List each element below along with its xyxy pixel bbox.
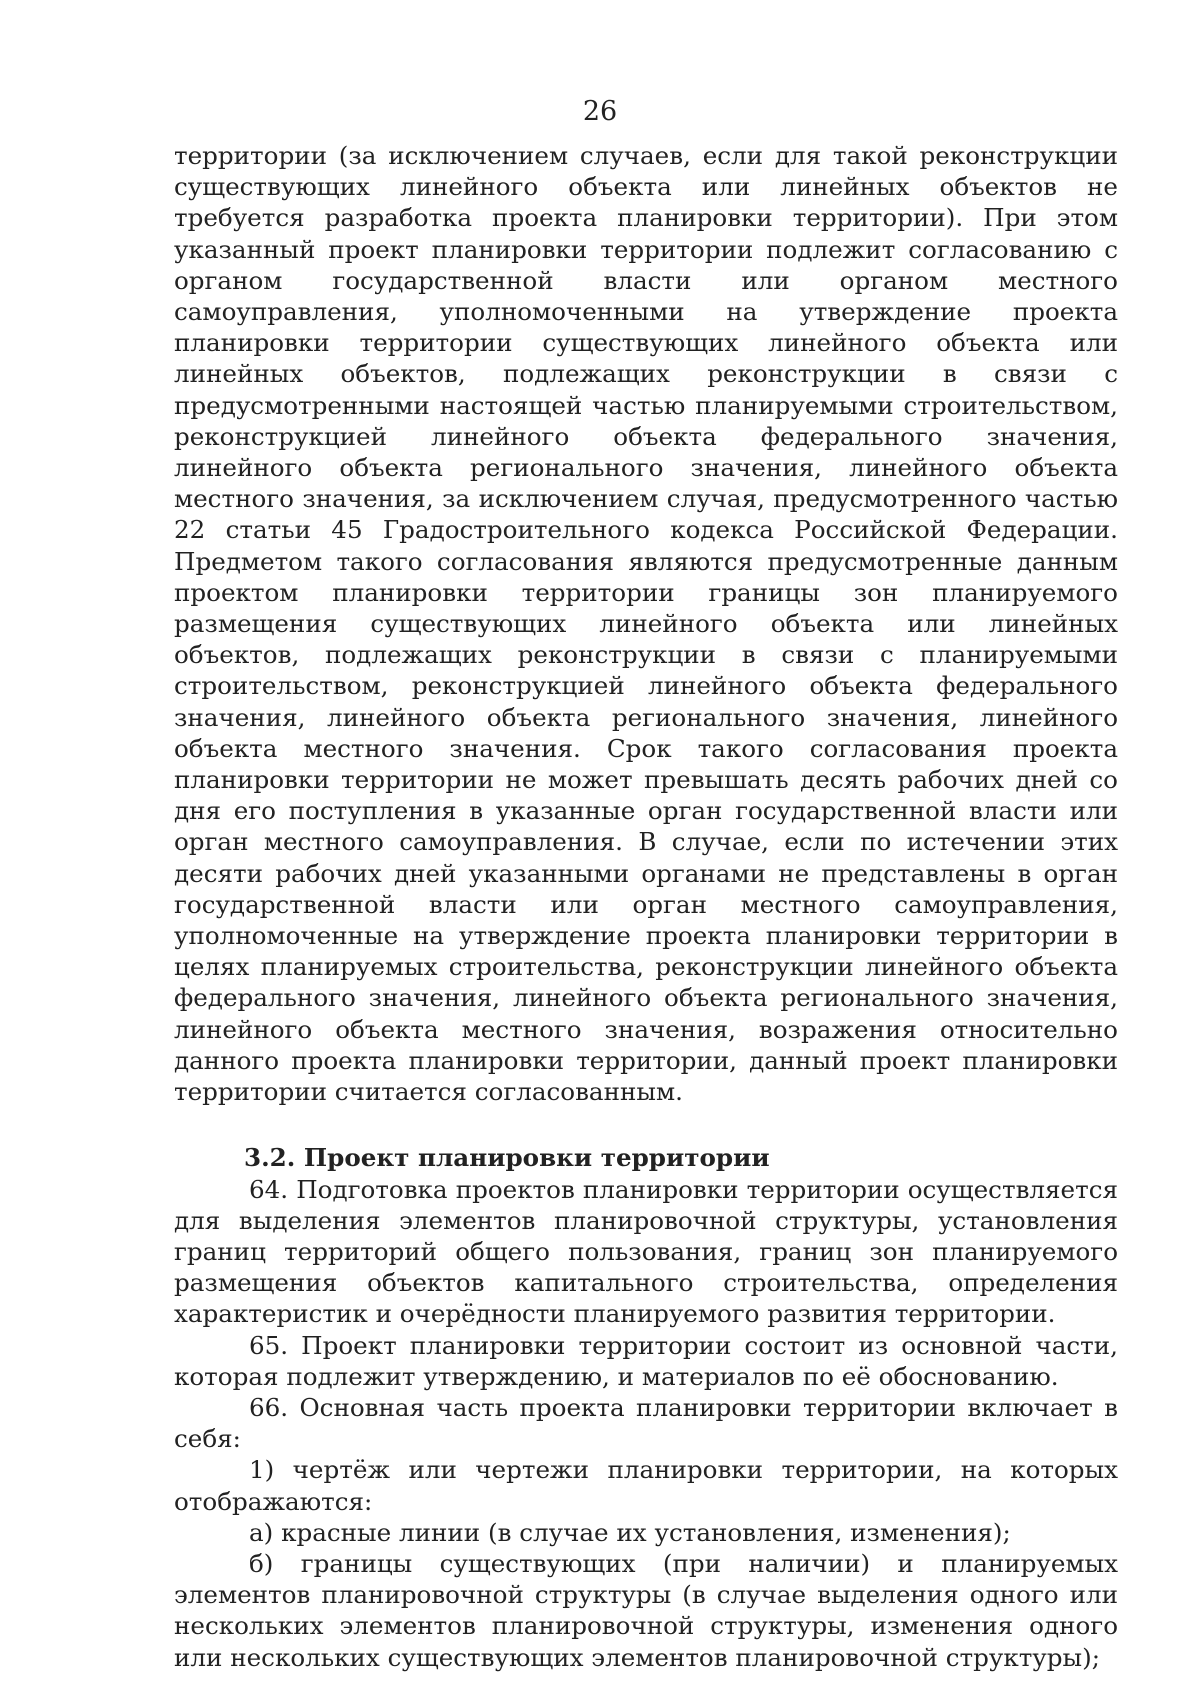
list-item-b: б) границы существующих (при наличии) и планируемых элементов планировочной структуры (в случае выделения одного или нескольких элементов планировочной структуры, изменения одного или нескольких существующих элементов планировочной структуры); xyxy=(174,1548,1118,1672)
page-number: 26 xyxy=(582,96,618,127)
list-item-a: а) красные линии (в случае их установления, изменения); xyxy=(249,1517,1011,1547)
paragraph-65: 65. Проект планировки территории состоит из основной части, которая подлежит утверждению, и материалов по её обоснованию. xyxy=(174,1330,1118,1391)
document-body xyxy=(174,140,1118,1673)
continuation-paragraph: территории (за исключением случаев, если для такой реконструкции существующих линейного объекта или линейных объектов не требуется разработка проекта планировки территории). При этом указанный проект планировки территории подлежит согласованию с органом государственной власти или органом местного самоуправления, уполномоченными на утверждение проекта планировки территории существующих линейного объекта или линейных объектов, подлежащих реконструкции в связи с предусмотренными настоящей частью планируемыми строительством, реконструкцией линейного объекта федерального значения, линейного объекта регионального значения, линейного объекта местного значения, за исключением случая, предусмотренного частью 22 статьи 45 Градостроительного кодекса Российской Федерации. Предметом такого согласования являются предусмотренные данным проектом планировки территории границы зон планируемого размещения существующих линейного объекта или линейных объектов, подлежащих реконструкции в связи с планируемыми строительством, реконструкцией линейного объекта федерального значения, линейного объекта регионального значения, линейного объекта местного значения. Срок такого согласования проекта планировки территории не может превышать десять рабочих дней со дня его поступления в указанные орган государственной власти или орган местного самоуправления. В случае, если по истечении этих десяти рабочих дней указанными органами не представлены в орган государственной власти или орган местного самоуправления, уполномоченные на утверждение проекта планировки территории в целях планируемых строительства, реконструкции линейного объекта федерального значения, линейного объекта регионального значения, линейного объекта местного значения, возражения относительно данного проекта планировки территории, данный проект планировки территории считается согласованным. xyxy=(174,141,1118,1107)
section-heading: 3.2. Проект планировки территории xyxy=(244,1143,770,1173)
paragraph-66: 66. Основная часть проекта планировки территории включает в себя: xyxy=(174,1392,1118,1454)
list-item-1: 1) чертёж или чертежи планировки территории, на которых отображаются: xyxy=(174,1455,1118,1516)
paragraph-64: 64. Подготовка проектов планировки территории осуществляется для выделения элементов планировочной структуры, установления границ территорий общего пользования, границ зон планируемого размещения объектов капитального строительства, определения характеристик и очерёдности планируемого развития территории. xyxy=(174,1174,1118,1329)
